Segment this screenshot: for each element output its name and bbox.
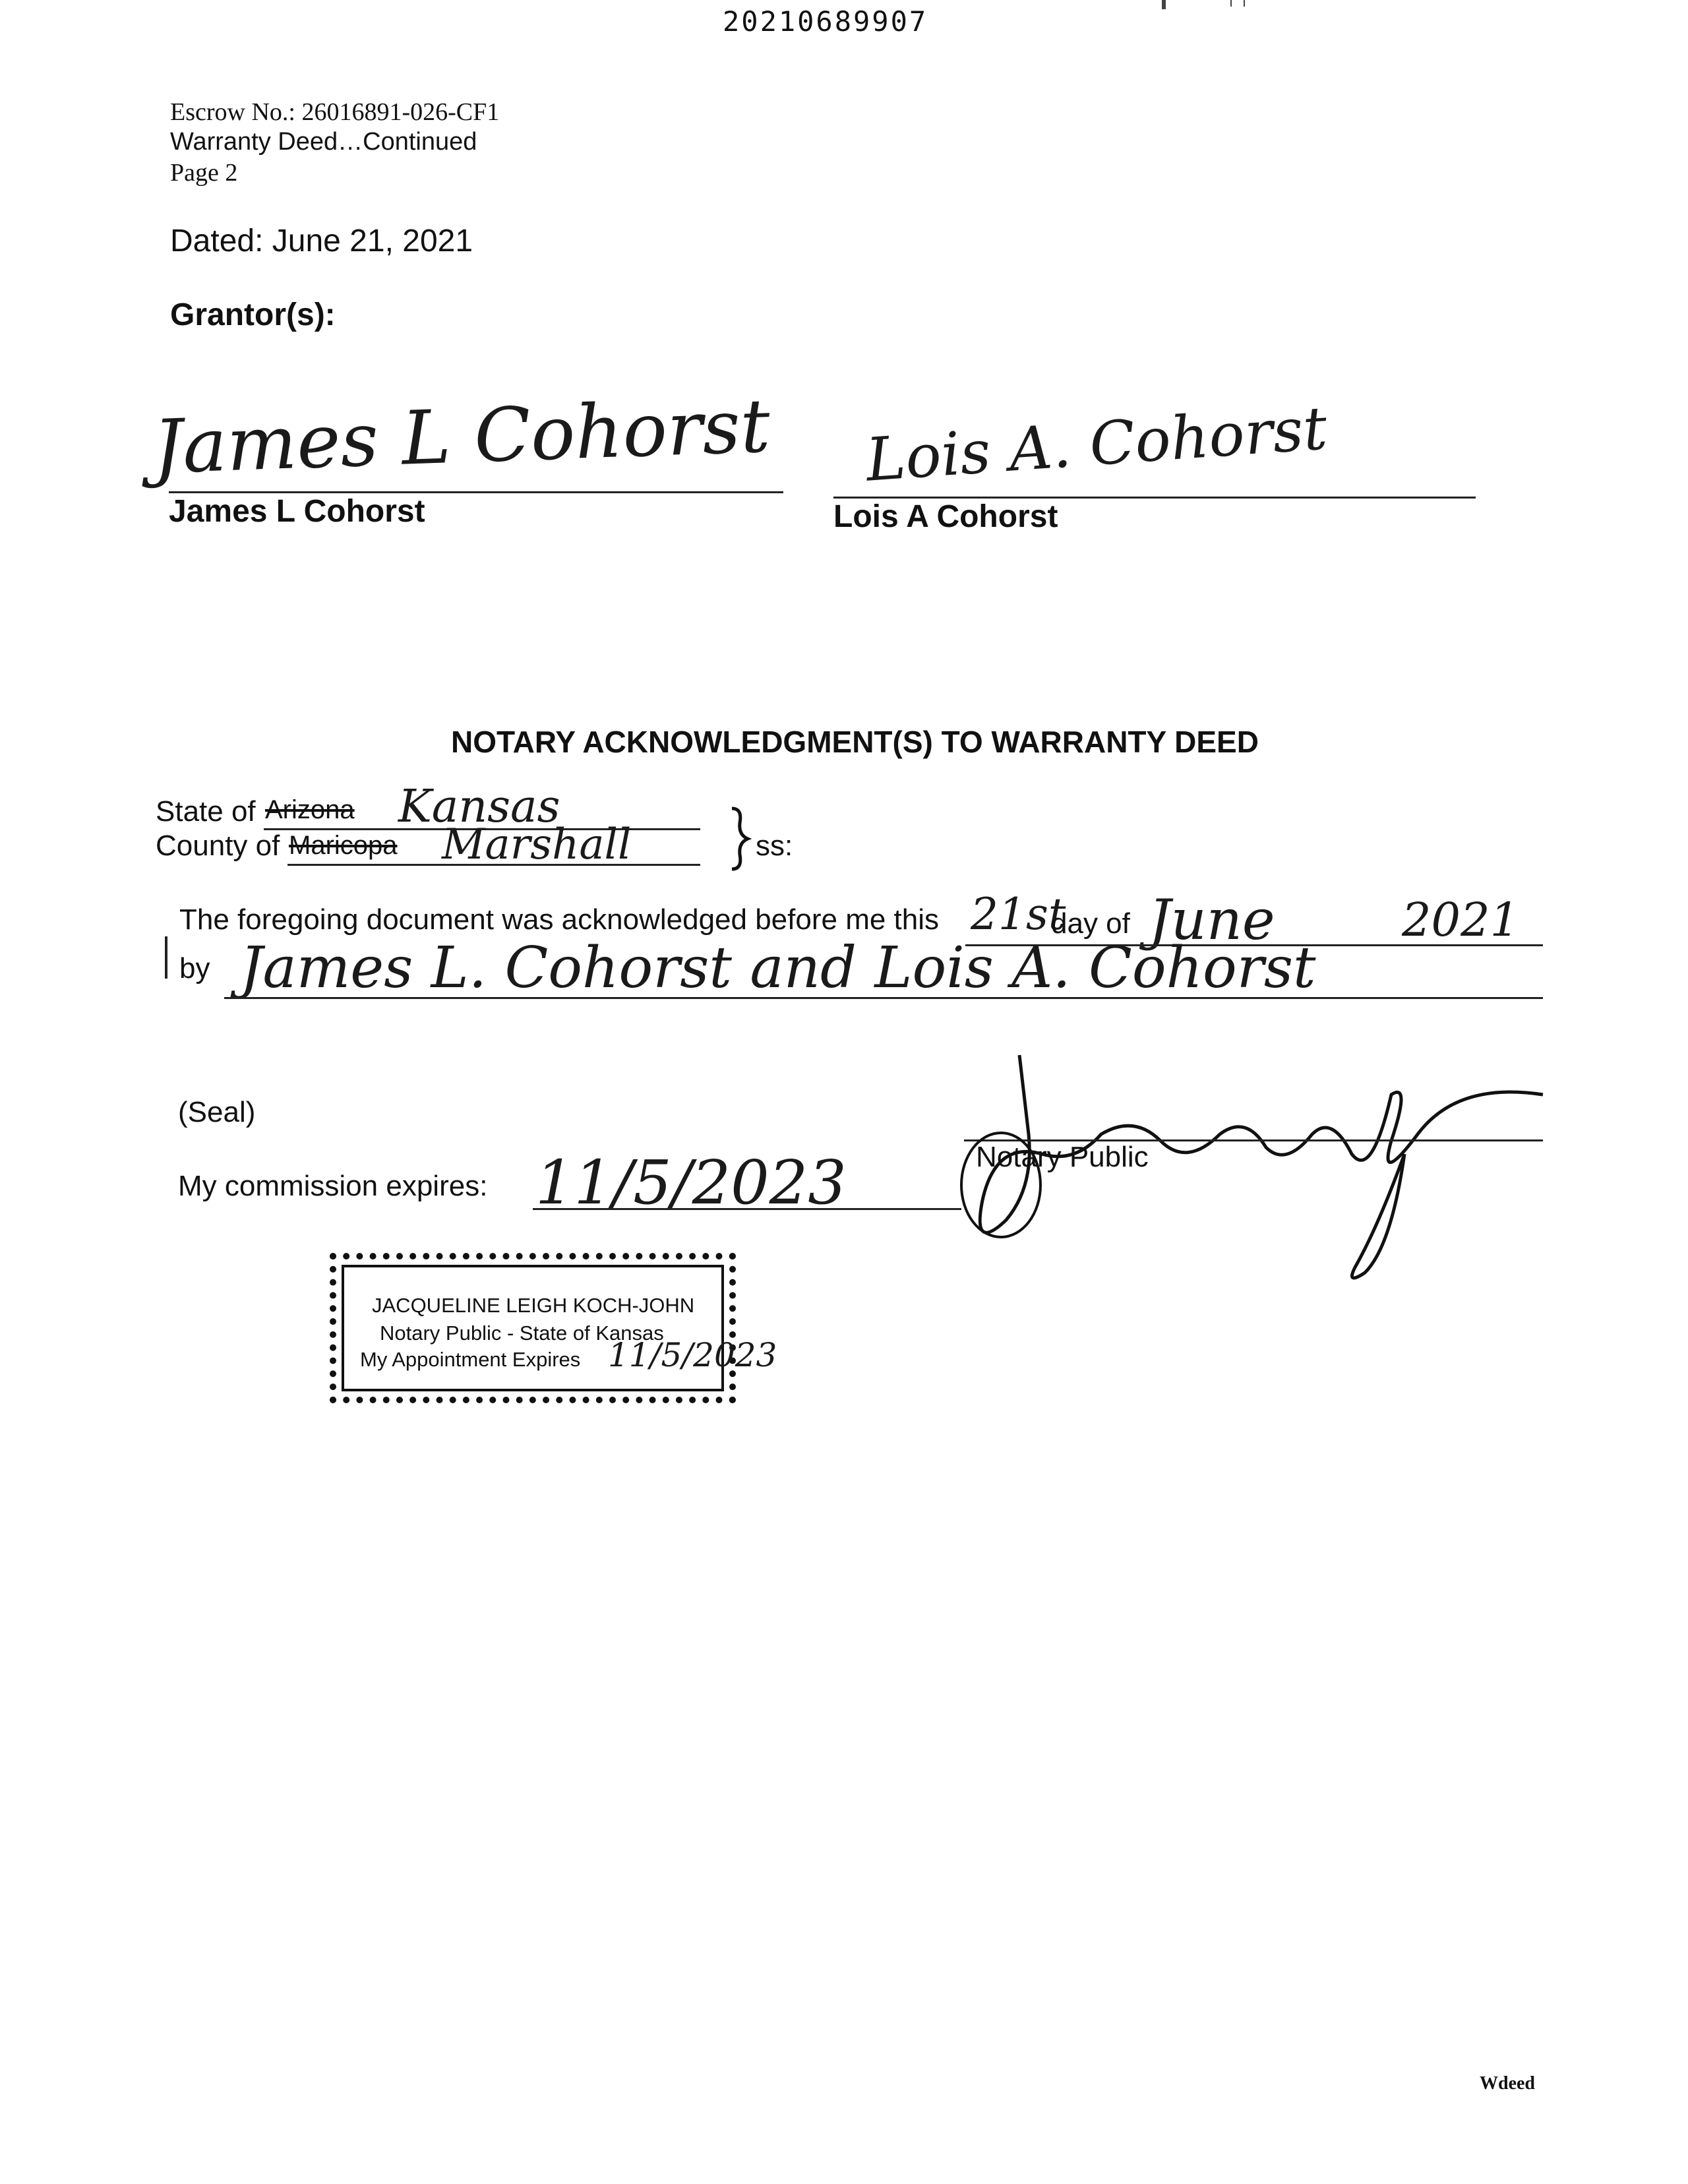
stamp-line-1: JACQUELINE LEIGH KOCH-JOHN	[372, 1294, 695, 1317]
stamp-line-3: My Appointment Expires	[360, 1348, 581, 1371]
day-of-label: day of	[1051, 907, 1130, 940]
state-label: State of	[156, 795, 256, 828]
grantor-name: James L Cohorst	[169, 494, 425, 529]
escrow-line	[170, 98, 499, 127]
notary-title: NOTARY ACKNOWLEDGMENT(S) TO WARRANTY DEED	[451, 725, 1259, 759]
notary-circle-mark	[960, 1132, 1042, 1238]
page-number: Page 2	[170, 159, 238, 187]
ack-year: 2021	[1402, 893, 1520, 947]
commission-line	[533, 1208, 961, 1210]
ack-month: June	[1149, 888, 1275, 952]
scan-mark	[1230, 0, 1245, 7]
notary-stamp	[330, 1253, 777, 1403]
grantor-signature: Lois A. Cohorst	[864, 394, 1329, 495]
by-value: James L. Cohorst and Lois A. Cohorst	[240, 935, 1316, 1001]
county-value: Marshall	[442, 820, 632, 869]
continued-line: Warranty Deed…Continued	[170, 128, 477, 156]
notary-signature	[956, 1055, 1576, 1306]
commission-value: 11/5/2023	[535, 1147, 847, 1218]
footer-form-code: Wdeed	[1480, 2073, 1535, 2094]
notary-public-label: Notary Public	[976, 1141, 1149, 1173]
county-label: County of	[156, 830, 280, 862]
escrow-number: 26016891-026-CF1	[301, 98, 500, 126]
county-line	[287, 864, 700, 866]
county-struck: Maricopa	[289, 831, 398, 860]
scan-mark	[1162, 0, 1166, 9]
by-label: by	[179, 952, 210, 985]
grantor-signature: James L Cohorst	[152, 383, 771, 491]
grantor-name: Lois A Cohorst	[833, 499, 1058, 534]
document-number: 20210689907	[723, 5, 928, 38]
brace	[725, 806, 752, 872]
escrow-label: Escrow No.:	[170, 98, 295, 126]
dated-line: Dated: June 21, 2021	[170, 224, 473, 258]
stamp-line-2: Notary Public - State of Kansas	[380, 1321, 664, 1345]
grantors-label: Grantor(s):	[170, 297, 336, 332]
commission-label: My commission expires:	[178, 1170, 488, 1202]
state-struck: Arizona	[265, 795, 355, 824]
ack-day: 21st	[971, 889, 1066, 940]
stamp-expires: 11/5/2023	[608, 1336, 777, 1374]
by-line-rule	[224, 997, 1543, 999]
seal-label: (Seal)	[178, 1096, 256, 1128]
ack-text: The foregoing document was acknowledged before me this	[179, 903, 940, 936]
margin-mark	[165, 936, 167, 979]
state-value: Kansas	[398, 781, 560, 833]
ss-label: ss:	[756, 830, 793, 862]
